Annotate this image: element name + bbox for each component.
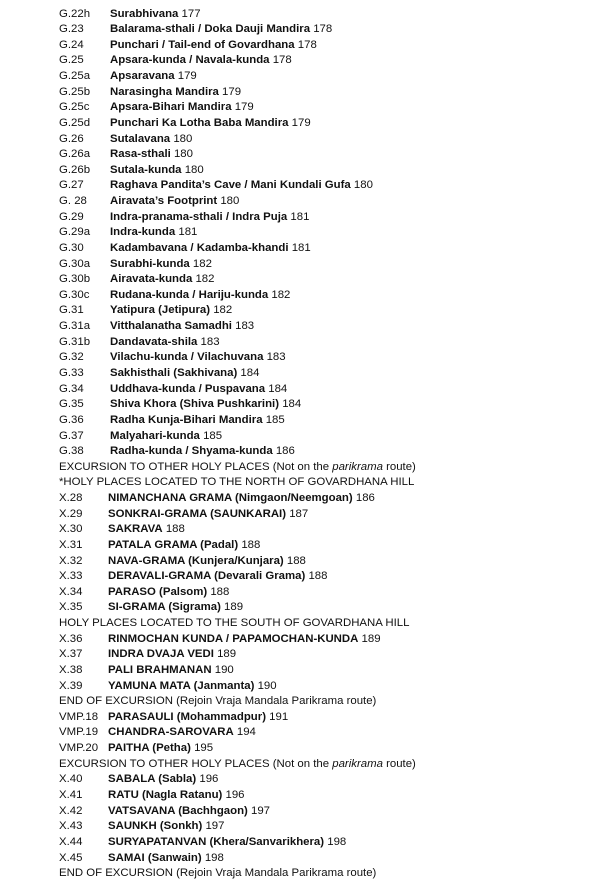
entry-code: G.25b bbox=[59, 85, 91, 98]
entry-page-number: 189 bbox=[361, 632, 381, 645]
entry-page-number: 189 bbox=[217, 648, 237, 661]
entry-title: Airavata-kunda bbox=[110, 273, 193, 286]
entry-page-number: 178 bbox=[272, 54, 292, 67]
entry-code: X.31 bbox=[59, 538, 83, 551]
entry-code: G.30c bbox=[59, 288, 90, 301]
entry-title: SURYAPATANVAN (Khera/Sanvarikhera) bbox=[108, 835, 325, 848]
entry-title: Kadambavana / Kadamba-khandi bbox=[110, 241, 289, 254]
toc-entry bbox=[0, 413, 600, 429]
entry-code: G.26 bbox=[59, 132, 84, 145]
entry-code: G. 28 bbox=[59, 195, 87, 208]
entry-code: G.25 bbox=[59, 54, 84, 67]
entry-code: G.35 bbox=[59, 398, 84, 411]
entry-title: RINMOCHAN KUNDA / PAPAMOCHAN-KUNDA bbox=[108, 632, 359, 645]
entry-title: Vitthalanatha Samadhi bbox=[110, 320, 232, 333]
toc-entry bbox=[0, 225, 600, 241]
entry-title: Rasa-sthali bbox=[110, 148, 171, 161]
entry-code: G.26a bbox=[59, 148, 91, 161]
entry-code: VMP.20 bbox=[59, 742, 99, 755]
toc-entry bbox=[0, 22, 600, 38]
toc-entry bbox=[0, 772, 600, 788]
entry-title: Radha-kunda / Shyama-kunda bbox=[110, 445, 273, 458]
section-heading bbox=[0, 475, 600, 491]
entry-title: Apsaravana bbox=[110, 70, 175, 83]
toc-entry bbox=[0, 350, 600, 366]
entry-page-number: 187 bbox=[289, 507, 309, 520]
entry-code: X.32 bbox=[59, 554, 83, 567]
entry-page-number: 181 bbox=[178, 226, 198, 239]
entry-code: G.25a bbox=[59, 70, 91, 83]
heading-italic-word: parikrama bbox=[332, 757, 383, 770]
entry-title: Apsara-kunda / Navala-kunda bbox=[110, 54, 270, 67]
entry-page-number: 188 bbox=[286, 554, 306, 567]
section-heading-text: END OF EXCURSION (Rejoin Vraja Mandala Parikrama route) bbox=[59, 867, 377, 880]
entry-page-number: 182 bbox=[271, 288, 291, 301]
entry-title: Narasingha Mandira bbox=[110, 85, 219, 98]
toc-entry bbox=[0, 194, 600, 210]
entry-title: VATSAVANA (Bachhgaon) bbox=[108, 804, 248, 817]
entry-page-number: 191 bbox=[269, 710, 289, 723]
entry-code: VMP.19 bbox=[59, 726, 99, 739]
toc-entry bbox=[0, 7, 600, 23]
toc-entry bbox=[0, 147, 600, 163]
toc-entry bbox=[0, 585, 600, 601]
entry-code: VMP.18 bbox=[59, 710, 99, 723]
entry-page-number: 181 bbox=[290, 210, 310, 223]
entry-page-number: 177 bbox=[181, 7, 201, 20]
heading-text-part: EXCURSION TO OTHER HOLY PLACES (Not on the bbox=[59, 460, 333, 473]
entry-code: G.31 bbox=[59, 304, 84, 317]
entry-title: SI-GRAMA (Sigrama) bbox=[108, 601, 221, 614]
entry-code: G.29 bbox=[59, 210, 84, 223]
entry-page-number: 179 bbox=[234, 101, 254, 114]
toc-entry bbox=[0, 288, 600, 304]
entry-page-number: 184 bbox=[268, 382, 288, 395]
entry-code: G.27 bbox=[59, 179, 84, 192]
entry-page-number: 190 bbox=[257, 679, 277, 692]
entry-title: Raghava Pandita’s Cave / Mani Kundali Gufa bbox=[110, 179, 351, 192]
toc-entry bbox=[0, 507, 600, 523]
entry-title: PATALA GRAMA (Padal) bbox=[108, 538, 239, 551]
entry-code: X.33 bbox=[59, 570, 83, 583]
entry-title: PAITHA (Petha) bbox=[108, 742, 191, 755]
entry-title: Apsara-Bihari Mandira bbox=[110, 101, 232, 114]
toc-entry bbox=[0, 366, 600, 382]
entry-page-number: 188 bbox=[241, 538, 261, 551]
entry-page-number: 178 bbox=[297, 38, 317, 51]
entry-code: G.22h bbox=[59, 7, 91, 20]
entry-page-number: 196 bbox=[199, 773, 219, 786]
entry-title: SAUNKH (Sonkh) bbox=[108, 820, 203, 833]
heading-text-part: route) bbox=[382, 757, 416, 770]
toc-entry bbox=[0, 741, 600, 757]
heading-text-part: route) bbox=[382, 460, 416, 473]
entry-page-number: 197 bbox=[251, 804, 271, 817]
entry-title: Punchari Ka Lotha Baba Mandira bbox=[110, 116, 289, 129]
toc-entry bbox=[0, 272, 600, 288]
heading-italic-word: parikrama bbox=[332, 460, 383, 473]
entry-page-number: 190 bbox=[214, 663, 234, 676]
entry-page-number: 188 bbox=[308, 570, 328, 583]
entry-code: X.45 bbox=[59, 851, 83, 864]
entry-title: PARASAULI (Mohammadpur) bbox=[108, 710, 266, 723]
entry-title: Dandavata-shila bbox=[110, 335, 198, 348]
toc-entry bbox=[0, 600, 600, 616]
entry-code: G.23 bbox=[59, 23, 84, 36]
toc-entry bbox=[0, 444, 600, 460]
entry-code: G.32 bbox=[59, 351, 84, 364]
toc-entry bbox=[0, 819, 600, 835]
entry-code: X.29 bbox=[59, 507, 83, 520]
toc-entry bbox=[0, 335, 600, 351]
entry-title: Shiva Khora (Shiva Pushkarini) bbox=[110, 398, 280, 411]
entry-page-number: 182 bbox=[192, 257, 212, 270]
toc-entry bbox=[0, 132, 600, 148]
entry-code: X.28 bbox=[59, 492, 83, 505]
entry-title: SAKRAVA bbox=[108, 523, 163, 536]
toc-entry bbox=[0, 38, 600, 54]
entry-code: G.31a bbox=[59, 320, 91, 333]
entry-code: G.25c bbox=[59, 101, 90, 114]
toc-entry bbox=[0, 804, 600, 820]
entry-code: G.26b bbox=[59, 163, 91, 176]
entry-code: X.35 bbox=[59, 601, 83, 614]
entry-code: X.40 bbox=[59, 773, 83, 786]
section-heading-text: *HOLY PLACES LOCATED TO THE NORTH OF GOVARDHANA HILL bbox=[59, 476, 415, 489]
entry-title: Uddhava-kunda / Puspavana bbox=[110, 382, 266, 395]
entry-page-number: 179 bbox=[291, 116, 311, 129]
entry-page-number: 186 bbox=[275, 445, 295, 458]
toc-entry bbox=[0, 710, 600, 726]
entry-page-number: 180 bbox=[173, 148, 193, 161]
entry-page-number: 184 bbox=[240, 366, 260, 379]
entry-page-number: 194 bbox=[236, 726, 256, 739]
entry-title: NIMANCHANA GRAMA (Nimgaon/Neemgoan) bbox=[108, 492, 353, 505]
entry-code: X.41 bbox=[59, 789, 83, 801]
entry-page-number: 184 bbox=[282, 398, 302, 411]
toc-entry bbox=[0, 116, 600, 132]
entry-title: YAMUNA MATA (Janmanta) bbox=[108, 679, 255, 692]
section-heading bbox=[0, 616, 600, 632]
entry-code: X.30 bbox=[59, 523, 83, 536]
entry-page-number: 189 bbox=[224, 601, 244, 614]
entry-title: RATU (Nagla Ratanu) bbox=[108, 789, 223, 801]
section-heading-text: HOLY PLACES LOCATED TO THE SOUTH OF GOVARDHANA HILL bbox=[59, 617, 410, 630]
toc-entry bbox=[0, 210, 600, 226]
toc-entry bbox=[0, 647, 600, 663]
entry-title: Balarama-sthali / Doka Dauji Mandira bbox=[110, 23, 311, 36]
entry-code: G.34 bbox=[59, 382, 84, 395]
entry-title: Sutalavana bbox=[110, 132, 171, 145]
entry-page-number: 197 bbox=[205, 820, 225, 833]
toc-entry bbox=[0, 69, 600, 85]
entry-code: X.44 bbox=[59, 835, 83, 848]
entry-title: SAMAI (Sanwain) bbox=[108, 851, 202, 864]
toc-entry bbox=[0, 303, 600, 319]
entry-page-number: 183 bbox=[266, 351, 286, 364]
entry-title: CHANDRA-SAROVARA bbox=[108, 726, 234, 739]
entry-title: INDRA DVAJA VEDI bbox=[108, 648, 214, 661]
entry-page-number: 180 bbox=[220, 195, 240, 208]
toc-entry bbox=[0, 679, 600, 695]
entry-page-number: 198 bbox=[204, 851, 224, 864]
entry-page-number: 182 bbox=[213, 304, 233, 317]
entry-title: Punchari / Tail-end of Govardhana bbox=[110, 38, 295, 51]
toc-entry bbox=[0, 522, 600, 538]
toc-entry bbox=[0, 835, 600, 851]
entry-page-number: 179 bbox=[222, 85, 242, 98]
toc-entry bbox=[0, 163, 600, 179]
section-heading bbox=[0, 694, 600, 710]
entry-page-number: 195 bbox=[194, 742, 214, 755]
toc-entry bbox=[0, 538, 600, 554]
entry-code: X.34 bbox=[59, 585, 83, 598]
entry-code: X.37 bbox=[59, 648, 83, 661]
toc-entry bbox=[0, 663, 600, 679]
entry-page-number: 183 bbox=[235, 320, 255, 333]
section-heading bbox=[0, 460, 600, 476]
entry-page-number: 182 bbox=[195, 273, 215, 286]
entry-page-number: 180 bbox=[184, 163, 204, 176]
entry-code: G.36 bbox=[59, 413, 84, 426]
toc-entry bbox=[0, 382, 600, 398]
section-heading bbox=[0, 866, 600, 882]
section-heading bbox=[0, 757, 600, 773]
heading-text-part: EXCURSION TO OTHER HOLY PLACES (Not on the bbox=[59, 757, 333, 770]
toc-entry bbox=[0, 53, 600, 69]
entry-code: G.29a bbox=[59, 226, 91, 239]
entry-title: SONKRAI-GRAMA (SAUNKARAI) bbox=[108, 507, 287, 520]
entry-title: Rudana-kunda / Hariju-kunda bbox=[110, 288, 269, 301]
entry-page-number: 179 bbox=[177, 70, 197, 83]
toc-entry bbox=[0, 554, 600, 570]
entry-title: Indra-kunda bbox=[110, 226, 176, 239]
toc-entry bbox=[0, 632, 600, 648]
entry-title: Malyahari-kunda bbox=[110, 429, 200, 442]
entry-code: G.30 bbox=[59, 241, 84, 254]
entry-title: Sutala-kunda bbox=[110, 163, 182, 176]
entry-title: Yatipura (Jetipura) bbox=[110, 304, 211, 317]
entry-code: G.33 bbox=[59, 366, 84, 379]
entry-code: G.25d bbox=[59, 116, 91, 129]
entry-title: SABALA (Sabla) bbox=[108, 773, 197, 786]
entry-title: Surabhi-kunda bbox=[110, 257, 190, 270]
entry-code: X.36 bbox=[59, 632, 83, 645]
entry-code: X.38 bbox=[59, 663, 83, 676]
entry-title: Surabhivana bbox=[110, 7, 179, 20]
entry-title: Radha Kunja-Bihari Mandira bbox=[110, 413, 263, 426]
entry-code: X.43 bbox=[59, 820, 83, 833]
entry-title: DERAVALI-GRAMA (Devarali Grama) bbox=[108, 570, 306, 583]
entry-title: Airavata’s Footprint bbox=[110, 195, 218, 208]
entry-title: Sakhisthali (Sakhivana) bbox=[110, 366, 238, 379]
toc-entry bbox=[0, 319, 600, 335]
entry-page-number: 198 bbox=[327, 835, 347, 848]
entry-code: G.30b bbox=[59, 273, 91, 286]
toc-entry bbox=[0, 85, 600, 101]
entry-page-number: 188 bbox=[210, 585, 230, 598]
entry-title: Vilachu-kunda / Vilachuvana bbox=[110, 351, 264, 364]
toc-entry bbox=[0, 725, 600, 741]
entry-page-number: 188 bbox=[165, 523, 185, 536]
entry-code: G.37 bbox=[59, 429, 84, 442]
toc-entry bbox=[0, 100, 600, 116]
toc-entry bbox=[0, 788, 600, 804]
entry-code: X.39 bbox=[59, 679, 83, 692]
toc-entry bbox=[0, 257, 600, 273]
section-heading-text: END OF EXCURSION (Rejoin Vraja Mandala Parikrama route) bbox=[59, 695, 377, 708]
entry-code: G.24 bbox=[59, 38, 84, 51]
entry-page-number: 185 bbox=[203, 429, 223, 442]
toc-entry bbox=[0, 397, 600, 413]
entry-code: G.31b bbox=[59, 335, 91, 348]
entry-page-number: 181 bbox=[291, 241, 311, 254]
toc-entry bbox=[0, 569, 600, 585]
entry-code: X.42 bbox=[59, 804, 83, 817]
section-heading-text bbox=[59, 460, 416, 476]
toc-entry bbox=[0, 241, 600, 257]
entry-page-number: 185 bbox=[265, 413, 285, 426]
entry-page-number: 178 bbox=[313, 23, 333, 36]
entry-page-number: 186 bbox=[355, 492, 375, 505]
section-heading-text bbox=[59, 757, 416, 773]
entry-page-number: 180 bbox=[353, 179, 373, 192]
entry-page-number: 180 bbox=[173, 132, 193, 145]
toc-entry bbox=[0, 429, 600, 445]
entry-title: PARASO (Palsom) bbox=[108, 585, 208, 598]
entry-title: NAVA-GRAMA (Kunjera/Kunjara) bbox=[108, 554, 284, 567]
toc-entry bbox=[0, 178, 600, 194]
entry-code: G.30a bbox=[59, 257, 91, 270]
entry-page-number: 183 bbox=[200, 335, 220, 348]
entry-title: Indra-pranama-sthali / Indra Puja bbox=[110, 210, 288, 223]
toc-entry bbox=[0, 851, 600, 867]
entry-title: PALI BRAHMANAN bbox=[108, 663, 212, 676]
toc-entry bbox=[0, 491, 600, 507]
entry-page-number: 196 bbox=[225, 789, 245, 801]
entry-code: G.38 bbox=[59, 445, 84, 458]
